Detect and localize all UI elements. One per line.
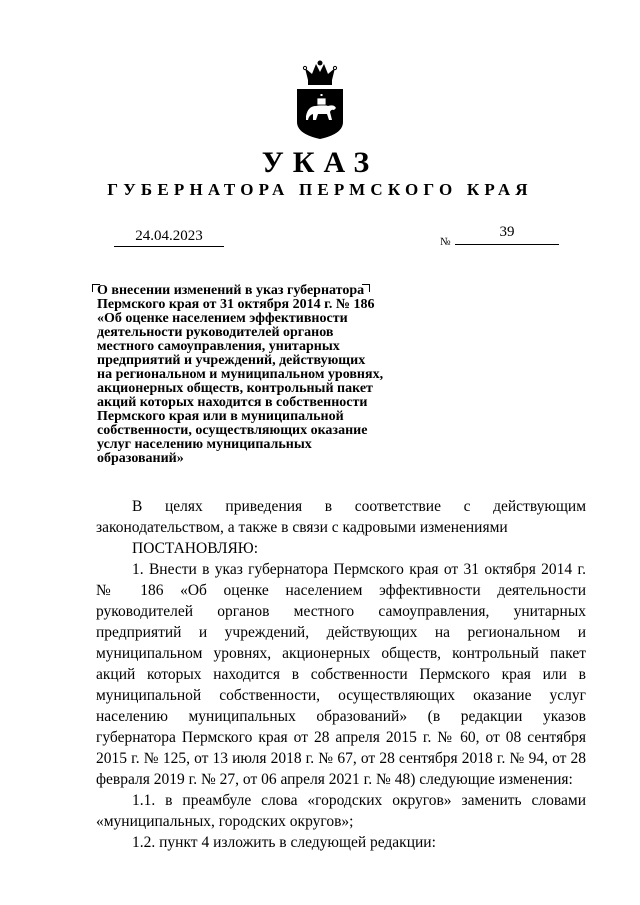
subject-line: предприятий и учреждений, действующих bbox=[97, 353, 366, 368]
document-subject bbox=[97, 284, 427, 466]
subject-line: Пермского края или в муниципальной bbox=[97, 409, 344, 424]
subject-line: услуг населению муниципальных bbox=[97, 437, 312, 452]
subject-line: деятельности руководителей органов bbox=[97, 325, 334, 340]
item-1-1-paragraph: 1.1. в преамбуле слова «городских округов» заменить словами «муниципальных, городских округов»; bbox=[96, 792, 586, 830]
subject-line: на региональном и муниципальном уровнях, bbox=[97, 367, 384, 382]
subject-line: «Об оценке населением эффективности bbox=[97, 311, 348, 326]
item-1-2-paragraph: 1.2. пункт 4 изложить в следующей редакции: bbox=[132, 834, 436, 851]
decree-word: ПОСТАНОВЛЯЮ: bbox=[132, 540, 259, 557]
subject-line: О внесении изменений в указ губернатора bbox=[97, 283, 365, 298]
subject-line: акций которых находится в собственности bbox=[97, 395, 368, 410]
document-number: 39 bbox=[455, 224, 559, 245]
coat-of-arms-emblem bbox=[294, 60, 346, 140]
subject-line: акционерных обществ, контрольный пакет bbox=[97, 381, 373, 396]
document-date: 24.04.2023 bbox=[114, 228, 224, 247]
number-sign: № bbox=[440, 236, 451, 248]
item-1-paragraph: 1. Внести в указ губернатора Пермского края от 31 октября 2014 г. № 186 «Об оценке населением эффективности деятельности руководителей органов местного самоуправления, унитарных предприятий и учреждений, действующих на региональном и муниципальном уровнях, акционерных обществ, контрольный пакет акций которых находится в собственности Пермского края или в муниципальной собственности, осуществляющих оказание услуг населению муниципальных образований» (в редакции указов губернатора Пермского края от 28 апреля 2015 г. № 60, от 08 сентября 2015 г. № 125, от 13 июля 2018 г. № 67, от 28 сентября 2018 г. № 94, от 28 февраля 2019 г. № 27, от 06 апреля 2021 г. № 48) следующие изменения: bbox=[96, 561, 586, 788]
subject-line: собственности, осуществляющих оказание bbox=[97, 423, 368, 438]
document-title: УКАЗ bbox=[261, 146, 379, 179]
subject-line: Пермского края от 31 октября 2014 г. № 186 bbox=[97, 297, 375, 312]
subject-line: образований» bbox=[97, 451, 184, 466]
coat-of-arms-icon bbox=[294, 60, 346, 140]
preamble-paragraph: В целях приведения в соответствие с действующим законодательством, а также в связи с кадровыми изменениями bbox=[96, 498, 586, 536]
document-body bbox=[96, 496, 586, 853]
document-issuer: ГУБЕРНАТОРА ПЕРМСКОГО КРАЯ bbox=[107, 180, 533, 199]
subject-line: местного самоуправления, унитарных bbox=[97, 339, 340, 354]
